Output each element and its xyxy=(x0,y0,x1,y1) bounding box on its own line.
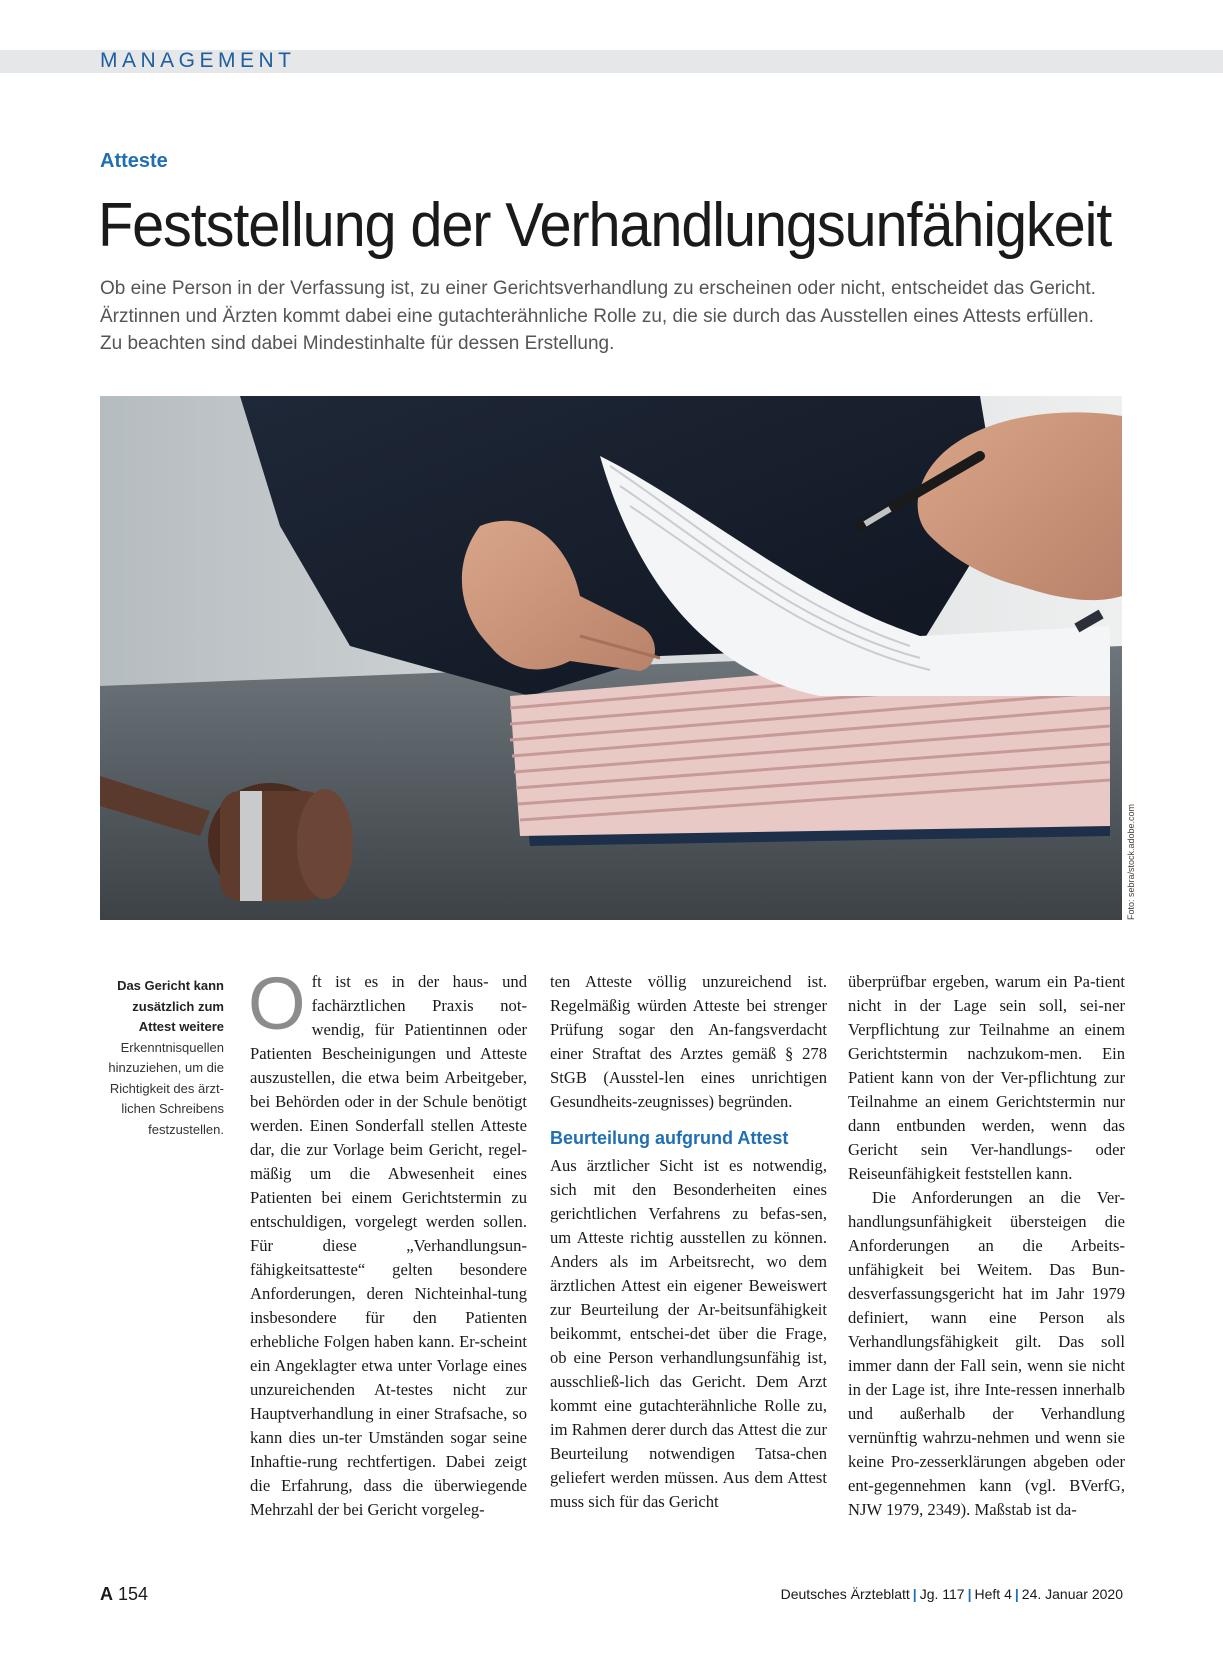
body-paragraph: überprüfbar ergeben, warum ein Pa-tient nicht in der Lage sein soll, sei-ner Verpflichtung zur Teilnahme an einem Gerichtstermin nachzukom-men. Ein Patient kann von der Ver-pflichtung zur Teilnahme an einem Gerichtstermin nur dann entbunden werden, wenn das Gericht sein Ver-handlungs- oder Reiseunfähigkeit feststellen kann. xyxy=(848,972,1125,1183)
drop-cap: O xyxy=(248,962,306,1045)
separator: | xyxy=(1014,1586,1019,1602)
section-label: MANAGEMENT xyxy=(100,49,296,72)
article-lead: Ob eine Person in der Verfassung ist, zu einer Gerichtsverhandlung zu erscheinen oder nicht, entscheidet das Gericht. Ärztinnen und Ärzten kommt dabei eine gutachterähnliche Rolle zu, die sie durch das Ausstellen eines Attests erfüllen. Zu beachten sind dabei Mindestinhalte für dessen Erstellung. xyxy=(100,278,1096,354)
photo-credit: Foto: sebra/stock.adobe.com xyxy=(1126,803,1136,920)
page-number-value: 154 xyxy=(118,1584,149,1604)
body-paragraph: Aus ärztlicher Sicht ist es notwendig, sich mit den Besonderheiten eines gerichtlichen Verfahrens zu befas-sen, um Atteste richtig ausstellen zu können. Anders als im Arbeitsrecht, wo dem ärztlichen Attest ein eigener Beweiswert zur Beurteilung der Ar-beitsunfähigkeit beikommt, entschei-det über die Frage, ob eine Person verhandlungsunfähig ist, ausschließ-lich das Gericht. Dem Arzt kommt eine gutachterähnliche Rolle zu, im Rahmen derer durch das Attest die zur Beurteilung notwendigen Tatsa-chen geliefert werden müssen. Aus dem Attest muss sich für das Gericht xyxy=(550,1156,827,1511)
body-paragraph: ten Atteste völlig unzureichend ist. Regelmäßig würden Atteste bei strenger Prüfung sogar den An-fangsverdacht einer Straftat des Arztes gemäß § 278 StGB (Ausstel-len eines unrichtigen Gesundheits-zeugnisses) begründen. xyxy=(550,972,827,1111)
journal-date: 24. Januar 2020 xyxy=(1021,1586,1123,1602)
page-number xyxy=(100,1584,148,1605)
body-column-1 xyxy=(248,962,527,1522)
separator: | xyxy=(967,1586,972,1602)
article-photo xyxy=(100,396,1122,920)
section-subheading: Beurteilung aufgrund Attest xyxy=(550,1128,789,1148)
caption-text: Erkenntnisquellen hinzuziehen, um die Richtigkeit des ärzt-lichen Schreibens festzustellen. xyxy=(108,1039,224,1137)
photo-caption xyxy=(100,976,224,1140)
body-column-3 xyxy=(848,970,1125,1522)
separator: | xyxy=(912,1586,917,1602)
body-column-2 xyxy=(550,970,827,1514)
caption-bold: Das Gericht kann zusätzlich zum Attest weitere xyxy=(117,978,224,1034)
journal-name: Deutsches Ärzteblatt xyxy=(780,1586,910,1602)
article-title: Feststellung der Verhandlungsunfähigkeit xyxy=(98,191,1112,260)
journal-info xyxy=(781,1586,1123,1602)
journal-issue: Heft 4 xyxy=(974,1586,1012,1602)
body-paragraph: ft ist es in der haus- und fachärztlichen Praxis not-wendig, für Patientinnen oder Patienten Bescheinigungen und Atteste auszustellen, die etwa beim Arbeitgeber, bei Behörden oder in der Schule benötigt werden. Einen Sonderfall stellen Atteste dar, die zur Vorlage beim Gericht, regel-mäßig um die Abwesenheit eines Patienten bei einem Gerichtstermin zu entschuldigen, vorgelegt werden sollen. Für diese „Verhandlungsun-fähigkeitsatteste“ gelten besondere Anforderungen, deren Nichteinhal-tung insbesondere für den Patienten erhebliche Folgen haben kann. Er-scheint ein Angeklagter etwa unter Vorlage eines unzureichenden At-testes nicht zur Hauptverhandlung in einer Strafsache, so kann dies un-ter Umständen sogar seine Inhaftie-rung rechtfertigen. Dabei zeigt die Erfahrung, dass die überwiegende Mehrzahl der bei Gericht vorgeleg- xyxy=(250,972,527,1519)
journal-volume: Jg. 117 xyxy=(919,1586,965,1602)
page-prefix: A xyxy=(100,1584,113,1604)
body-paragraph: Die Anforderungen an die Ver-handlungsunfähigkeit übersteigen die Anforderungen an die Arbeits-unfähigkeit bei Weitem. Das Bun-desverfassungsgericht hat im Jahr 1979 definiert, wann eine Person als Verhandlungsfähigkeit gilt. Das soll immer dann der Fall sein, wenn sie nicht in der Lage ist, ihre Inte-ressen innerhalb und außerhalb der Verhandlung vernünftig wahrzu-nehmen und wenn sie keine Pro-zesserklärungen abgeben oder ent-gegennehmen kann (vgl. BVerfG, NJW 1979, 2349). Maßstab ist da- xyxy=(848,1188,1125,1519)
article-kicker: Atteste xyxy=(100,150,168,172)
